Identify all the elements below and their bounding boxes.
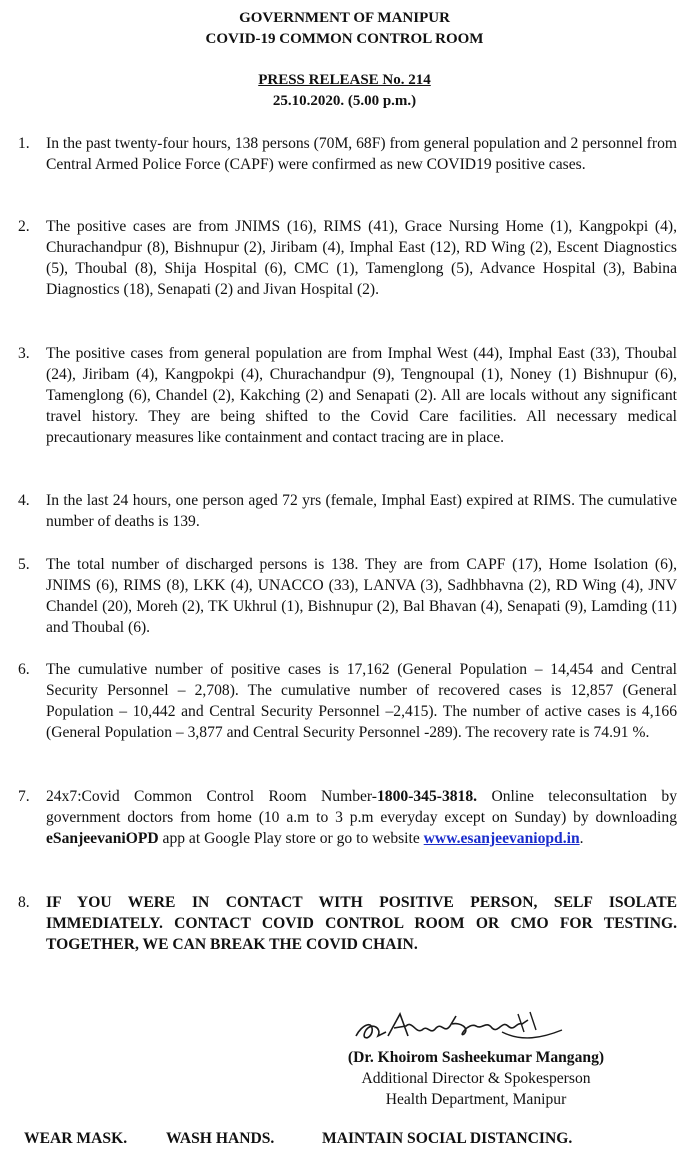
website-link[interactable]: www.esanjeevaniopd.in [423,830,580,847]
item-number: 5. [18,556,30,573]
item-text-part: Online teleconsultation by government doctors from home (10 a.m to 3 p.m everyday except on Sunday) by downloading [46,788,677,826]
item-text-part: app at Google Play store or go to website [158,830,424,847]
press-release-date: 25.10.2020. (5.00 p.m.) [272,93,417,109]
item-number: 8. [18,894,30,911]
slogan-wash-hands: WASH HANDS. [166,1130,275,1147]
header-control-room: COVID-19 COMMON CONTROL ROOM [205,31,484,47]
item-number: 4. [18,492,30,509]
signature-icon [352,1002,572,1050]
signatory-title: Additional Director & Spokesperson [361,1070,591,1087]
item-text: In the past twenty-four hours, 138 persons (70M, 68F) from general population and 2 personnel from Central Armed Police Force (CAPF) were confirmed as new COVID19 positive cases. [46,135,677,173]
item-number: 1. [18,135,30,152]
item-text: The total number of discharged persons is 138. They are from CAPF (17), Home Isolation (6), JNIMS (6), RIMS (8), LKK (4), UNACCO (33), LANVA (3), Sadhbhavna (2), RD Wing (4), JNV Chandel (20), Moreh (2), TK Ukhrul (1), Bishnupur (2), Bal Bhavan (4), Senapati (9), Lamding (11) and Thoubal (6). [46,556,677,636]
press-release-number: PRESS RELEASE No. 214 [258,72,431,88]
item-text: The positive cases from general population are from Imphal West (44), Imphal East (33), Thoubal (24), Jiribam (4), Kangpokpi (4), Churachandpur (9), Tengnoupal (1), Noney (1) Bishnupur (6), Tamenglong (6), Chandel (2), Kakching (2) and Senapati (2). All are locals without any significant travel history. They are being shifted to the Covid Care facilities. All necessary medical precautionary measures like containment and contact tracing are in place. [46,345,677,446]
control-room-phone: 1800-345-3818. [377,788,478,805]
app-name: eSanjeevaniOPD [46,830,159,847]
item-text [46,786,677,849]
item-text: IF YOU WERE IN CONTACT WITH POSITIVE PERSON, SELF ISOLATE IMMEDIATELY. CONTACT COVID CONTROL ROOM OR CMO FOR TESTING. TOGETHER, WE CAN BREAK THE COVID CHAIN. [46,894,677,953]
signatory-department: Health Department, Manipur [385,1091,567,1108]
item-text: The positive cases are from JNIMS (16), RIMS (41), Grace Nursing Home (1), Kangpokpi (4), Churachandpur (8), Bishnupur (2), Jiribam (4), Imphal East (12), RD Wing (2), Escent Diagnostics (5), Thoubal (8), Shija Hospital (6), CMC (1), Tamenglong (5), Advance Hospital (3), Babina Diagnostics (18), Senapati (2) and Jivan Hospital (2). [46,218,677,298]
item-number: 7. [18,788,30,805]
item-text: In the last 24 hours, one person aged 72 yrs (female, Imphal East) expired at RIMS. The cumulative number of deaths is 139. [46,492,677,530]
item-text-part: 24x7:Covid Common Control Room Number- [46,788,377,805]
header-government: GOVERNMENT OF MANIPUR [239,10,450,26]
slogan-wear-mask: WEAR MASK. [24,1130,128,1147]
signatory-name: (Dr. Khoirom Sasheekumar Mangang) [347,1049,605,1066]
item-number: 3. [18,345,30,362]
slogan-social-distancing: MAINTAIN SOCIAL DISTANCING. [322,1130,573,1147]
item-number: 6. [18,661,30,678]
item-text-part: . [579,830,584,847]
item-text: The cumulative number of positive cases is 17,162 (General Population – 14,454 and Central Security Personnel – 2,708). The cumulative number of recovered cases is 12,857 (General Population – 10,442 and Central Security Personnel –2,415). The number of active cases is 4,166 (General Population – 3,877 and Central Security Personnel -289). The recovery rate is 74.91 %. [46,661,677,741]
item-number: 2. [18,218,30,235]
